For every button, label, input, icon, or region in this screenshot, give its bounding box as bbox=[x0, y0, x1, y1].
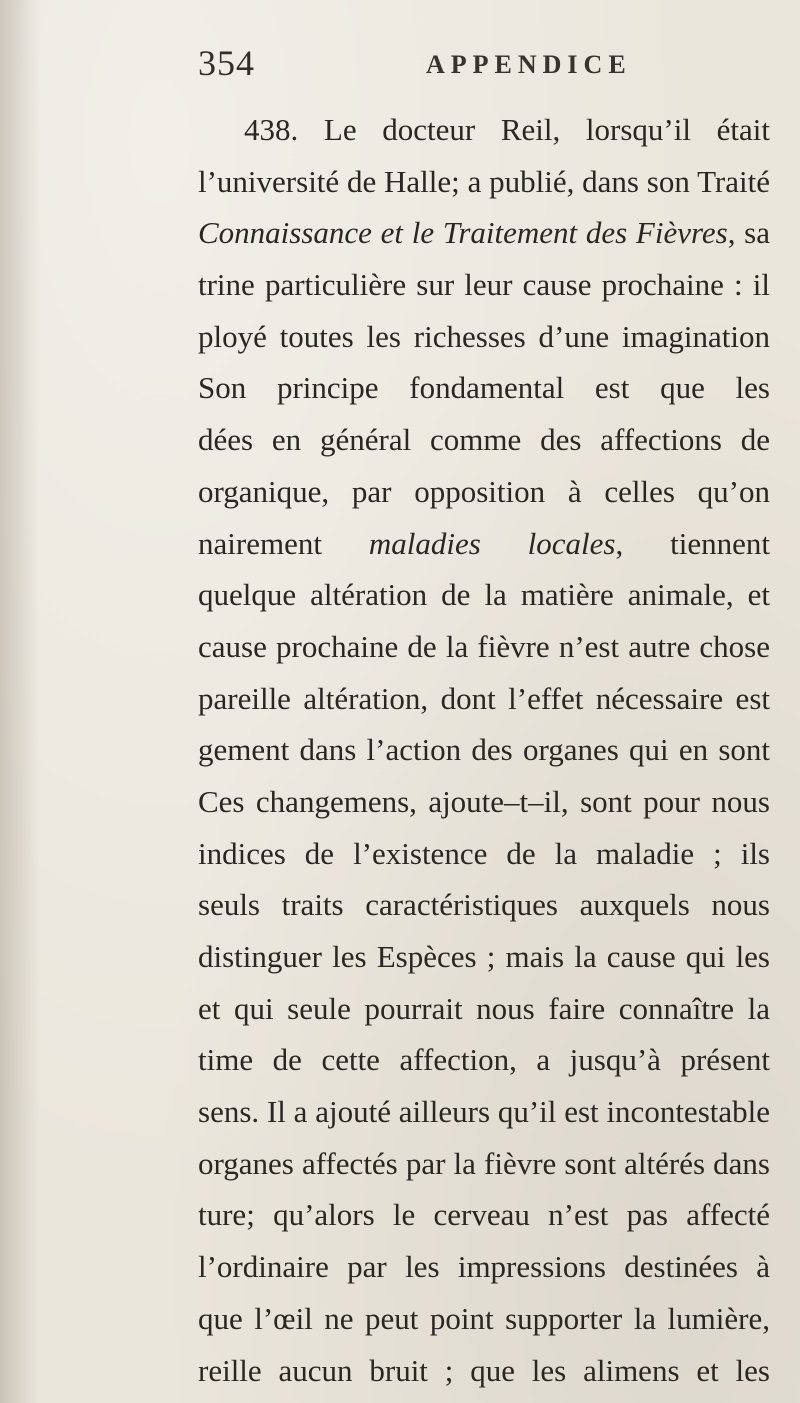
text-line: et qui seule pourrait nous faire connaître la bbox=[198, 990, 770, 1026]
text-line: organes affectés par la fièvre sont altérés dans bbox=[198, 1145, 770, 1181]
italic-fragment: maladies locales bbox=[368, 525, 616, 561]
text-line: ture; qu’alors le cerveau n’est pas affecté bbox=[198, 1197, 770, 1233]
text-line: l’ordinaire par les impressions destinées à bbox=[198, 1249, 770, 1285]
text-line: quelque altération de la matière animale, et bbox=[198, 577, 770, 613]
text-line: distinguer les Espèces ; mais la cause qui les bbox=[198, 939, 770, 974]
text-line: time de cette affection, a jusqu’à présent bbox=[198, 1042, 770, 1078]
text-line: Ces changemens, ajoute–t–il, sont pour nous bbox=[198, 783, 770, 819]
text-line: 438. Le docteur Reil, lorsqu’il était bbox=[244, 112, 770, 147]
page-header bbox=[198, 42, 758, 92]
text-line: l’université de Halle; a publié, dans son Traité bbox=[198, 163, 770, 199]
binding-shadow bbox=[0, 0, 40, 1403]
text-line: nairement maladies locales, tiennent bbox=[198, 525, 770, 561]
text-line: que l’œil ne peut point supporter la lumière, bbox=[198, 1300, 770, 1336]
text-line: gement dans l’action des organes qui en sont bbox=[198, 732, 770, 768]
text-line: indices de l’existence de la maladie ; ils bbox=[198, 835, 770, 871]
body-text bbox=[198, 104, 770, 1403]
text-line: organique, par opposition à celles qu’on bbox=[198, 473, 770, 509]
running-head: APPENDICE bbox=[426, 50, 632, 79]
text-line: pareille altération, dont l’effet nécessaire est bbox=[198, 680, 770, 716]
text-line: trine particulière sur leur cause prochaine : il bbox=[198, 267, 770, 303]
text-line bbox=[198, 1396, 770, 1403]
text-line: Son principe fondamental est que les bbox=[198, 370, 770, 406]
text-line: cause prochaine de la fièvre n’est autre chose bbox=[198, 628, 770, 664]
text-line: seuls traits caractéristiques auxquels nous bbox=[198, 887, 770, 923]
text-line: dées en général comme des affections de bbox=[198, 422, 770, 458]
text-line: reille aucun bruit ; que les alimens et les bbox=[198, 1352, 770, 1388]
text-line: Connaissance et le Traitement des Fièvres, sa bbox=[198, 215, 770, 251]
text-line: ployé toutes les richesses d’une imagination bbox=[198, 318, 770, 354]
page-number: 354 bbox=[198, 43, 255, 83]
text-line: sens. Il a ajouté ailleurs qu’il est incontestable bbox=[198, 1094, 770, 1130]
